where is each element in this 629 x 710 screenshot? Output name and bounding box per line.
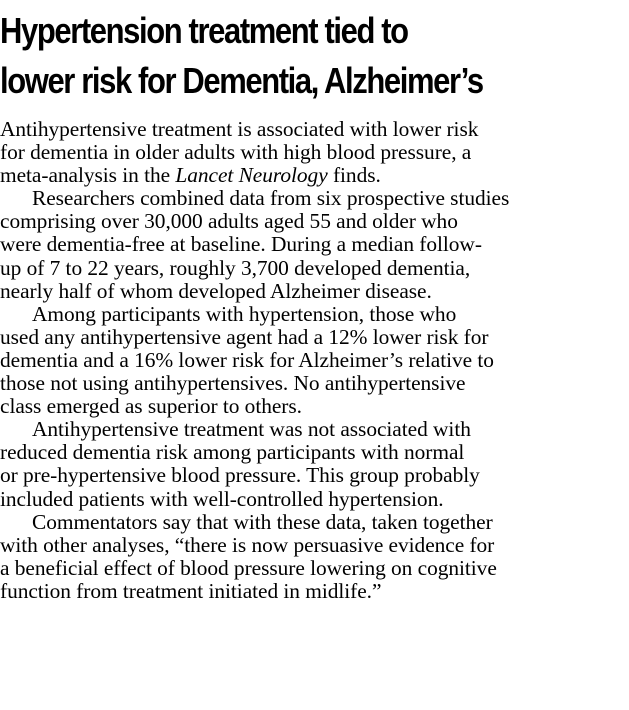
headline-line-1: Hypertension treatment tied to [0,10,408,51]
paragraph-commentary [0,511,629,603]
text-fragment: meta-analysis in the [0,163,176,188]
text-line: Among participants with hypertension, those who [32,301,457,326]
text-line: comprising over 30,000 adults aged 55 and older who [0,209,458,234]
paragraph-findings [0,303,629,418]
text-line: those not using antihypertensives. No antihypertensive [0,371,466,396]
text-line: Researchers combined data from six prospective studies [32,186,510,211]
text-fragment: finds. [327,163,381,188]
text-line: nearly half of whom developed Alzheimer disease. [0,278,432,303]
paragraph-study-design [0,187,629,302]
text-line: reduced dementia risk among participants with normal [0,440,465,465]
text-line: class emerged as superior to others. [0,394,302,419]
text-line: Antihypertensive treatment is associated with lower risk [0,117,479,141]
journal-name: Lancet Neurology [175,163,328,188]
text-line: dementia and a 16% lower risk for Alzheimer’s relative to [0,347,494,372]
text-line: used any antihypertensive agent had a 12% lower risk for [0,324,489,349]
article-body [0,118,629,603]
paragraph-intro [0,118,629,187]
text-line: with other analyses, “there is now persuasive evidence for [0,532,495,557]
headline-line-2: lower risk for Dementia, Alzheimer’s [0,60,483,101]
text-line: a beneficial effect of blood pressure lowering on cognitive [0,555,497,580]
text-line: included patients with well-controlled hypertension. [0,486,444,511]
text-line: function from treatment initiated in midlife.” [0,578,382,603]
text-line [0,164,629,187]
headline [0,6,541,106]
text-line: Antihypertensive treatment was not associated with [32,417,471,442]
text-line: up of 7 to 22 years, roughly 3,700 developed dementia, [0,255,471,280]
paragraph-normal-bp [0,418,629,510]
text-line: for dementia in older adults with high blood pressure, a [0,140,472,165]
text-line: or pre-hypertensive blood pressure. This group probably [0,463,480,488]
text-line: Commentators say that with these data, taken together [32,509,493,534]
text-line: were dementia-free at baseline. During a median follow- [0,232,482,257]
